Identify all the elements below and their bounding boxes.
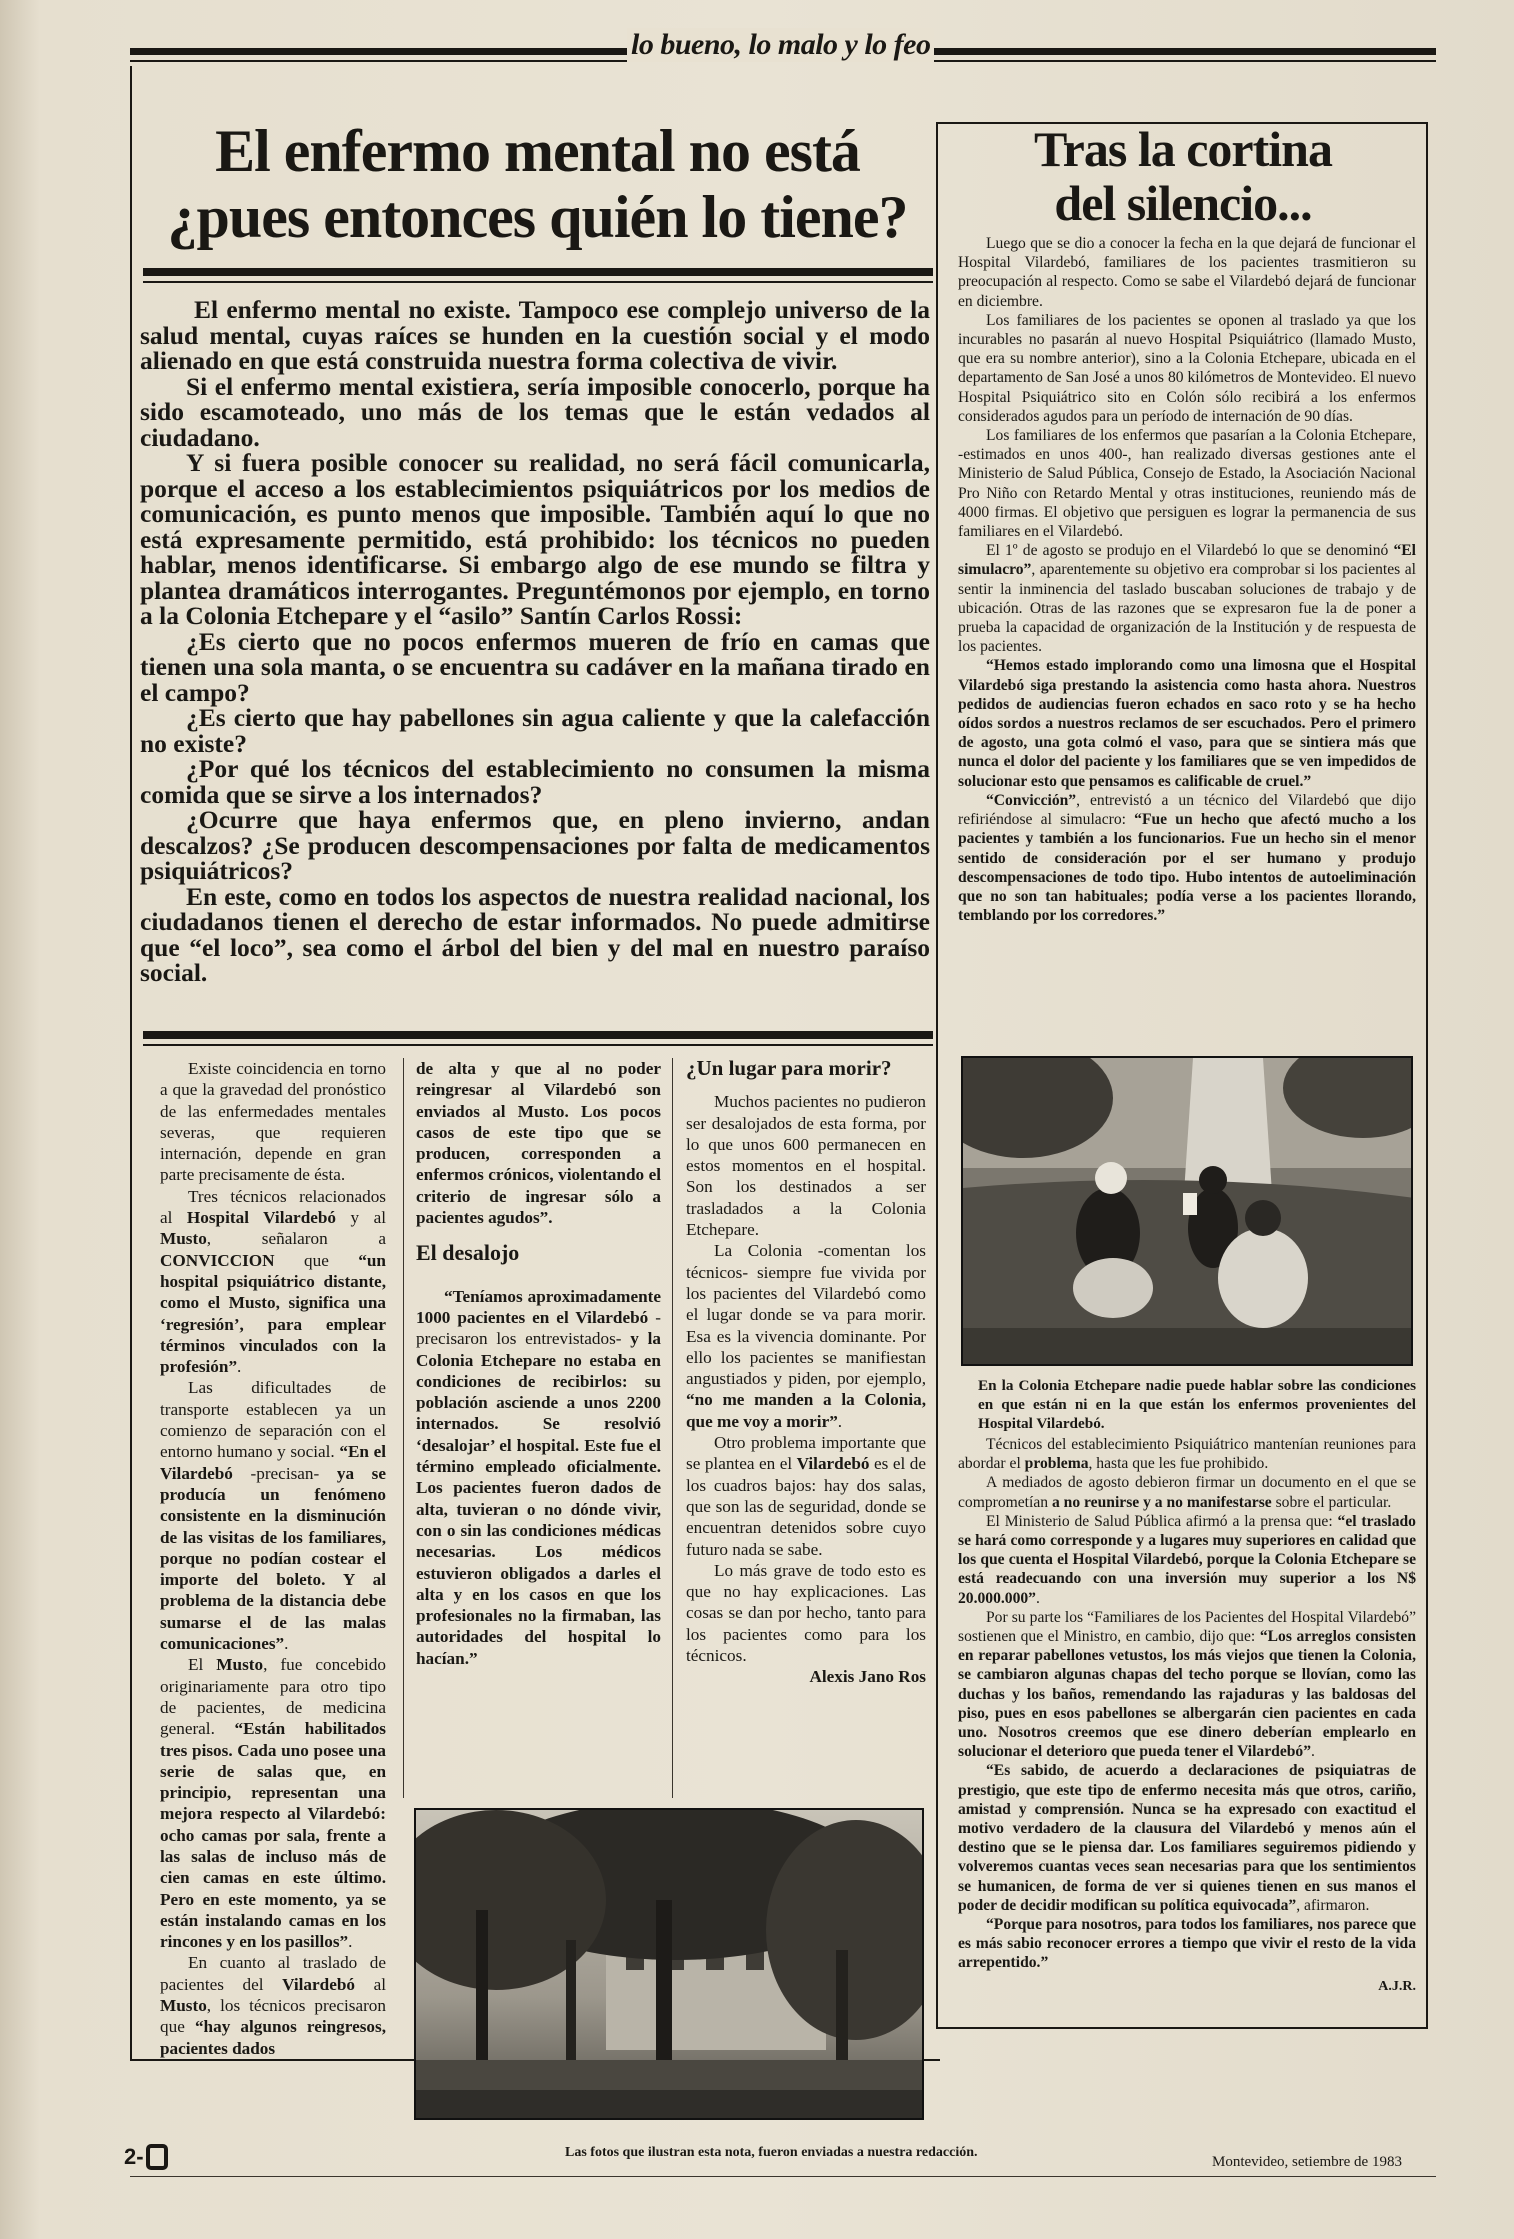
col1-paragraph: El Musto, fue concebido originariamente para otro tipo de pacientes, de medicina general. “Están habilitados tres pisos. Cada uno posee una serie de salas que, en principio, representan una mejora respecto al Vilardebó: ocho camas por sala, frente a las salas de incluso más de cien camas en este último. Pero en este momento, ya se están instalando camas en los rincones y en los pasillos”. [160,1655,386,1952]
lead-paragraph: En este, como en todos los aspectos de nuestra realidad nacional, los ciudadanos tienen el derecho de estar informados. No puede admitirse que “el loco”, sea como el árbol del bien y del mal en nuestro paraíso social. [140,881,930,987]
sidebar-paragraph: “Hemos estado implorando como una limosna que el Hospital Vilardebó siga prestando la asistencia como hasta ahora. Nuestros pedidos de audiencias fueron echados en saco roto y se ha hecho oídos sordos a nuestros reclamos de ser escuchados. Pero el primero de agosto, una gota colmó el vaso, para que se sintiera más que nunca el dolor del paciente y los familiares que se ven impedidos de solucionar esto que pensamos es calificable de cruel.” [958,657,1416,790]
lead-paragraph: ¿Es cierto que hay pabellones sin agua caliente y que la calefacción no existe? [140,703,930,758]
lead-rule [143,1031,933,1039]
lead-rule-thin [143,1044,933,1046]
lead-text [140,297,930,986]
column-1 [160,1058,386,2059]
sidebar-headline-line2: del silencio... [1054,175,1312,231]
sidebar-paragraph: “Es sabido, de acuerdo a declaraciones de psiquiatras de prestigio, que este tipo de enfermo necesita más que otros, cariño, amistad y comprensión. Nunca se ha expresado con exactitud el motivo verdadero de la clausura del Vilardebó y menos aún el destino que se le piensa dar. Los familiares seguiremos pidiendo y volveremos cuantas veces sean necesarias para que los sentimientos se humanicen, de forma de ver si quienes tienen en sus manos el poder de decidir modifican su política equivocada”, afirmaron. [958,1762,1416,1914]
sidebar-text-top [958,234,1416,925]
author-signature: Alexis Jano Ros [809,1667,926,1687]
col1-paragraph: Tres técnicos relacionados al Hospital Vilardebó y al Musto, señalaron a CONVICCION que “un hospital psiquiátrico distante, como el Musto, significa una ‘regresión’, para emplear términos vinculados con la profesión”. [160,1186,386,1377]
column-divider [672,1058,673,1798]
subheading-lugar-para-morir: ¿Un lugar para morir? [686,1056,892,1080]
sidebar-paragraph: El Ministerio de Salud Pública afirmó a la prensa que: “el traslado se hará como corresponde y a lugares muy superiores en calidad que los que cuenta el Hospital Vilardebó, porque la Colonia Etchepare se está readecuando con una inversión muy superior a los N$ 20.000.000”. [958,1512,1416,1607]
sidebar-paragraph: A mediados de agosto debieron firmar un documento en el que se comprometían a no reunirse y a no manifestarse sobre el particular. [958,1474,1416,1511]
photo-hospital-grounds-image [416,1810,924,2120]
sidebar-paragraph: Los familiares de los pacientes se oponen al traslado ya que los incurables no pasarán al nuevo Hospital Psiquiátrico (llamado Musto, que era su nombre anterior), sino a la Colonia Etchepare, ubicada en el departamento de San José a unos 80 kilómetros de Montevideo. El nuevo Hospital Psiquiátrico sito en Colón sólo recibirá a los enfermos considerados agudos para un período de internación de 90 días. [958,311,1416,425]
lead-paragraph: El enfermo mental no existe. Tampoco ese complejo universo de la salud mental, cuyas raíces se hunden en la cuestión social y el modo alienado en que está construida nuestra forma colectiva de vivir. [140,295,930,375]
sidebar-text-bottom [958,1435,1416,1996]
col3-paragraph: Otro problema importante que se plantea en el Vilardebó es el de los cuadros bajos: hay dos salas, que son las de seguridad, donde se encuentran detenidos sobre cuyo futuro nada se sabe. [686,1433,926,1559]
photo-patients-colonia [961,1056,1413,1366]
headline-rule [143,268,933,276]
headline-rule-thin [143,281,933,283]
sidebar-paragraph: Por su parte los “Familiares de los Pacientes del Hospital Vilardebó” sostienen que el Ministro, en cambio, dijo que: “Los arreglos consisten en reparar pabellones vetustos, los más viejos que tienen la Colonia, se cambiaron algunas chapas del techo porque se llovían, como las duchas y los baños, remendando las rajaduras y las baldosas del piso, pues en esos pabellones se albergarán cien pacientes en cada uno. Nosotros creemos que ese dinero deberían emplearlo en solucionar el deterioro que pueda tener el Vilardebó”. [958,1608,1417,1761]
photo-hospital-grounds [414,1808,924,2120]
col1-paragraph: Las dificultades de transporte establecen ya un comienzo de separación con el entorno humano y social. “En el Vilardebó -precisan- ya se producía un fenómeno consistente en la disminución de las visitas de los familiares, porque no podían costear el importe del boleto. Y al problema de la distancia debe sumarse el de las malas comunicaciones”. [160,1378,386,1654]
logo-c-icon [146,2144,168,2170]
dateline: Montevideo, setiembre de 1983 [1212,2154,1402,2170]
sidebar-paragraph: Técnicos del establecimiento Psiquiátrico mantenían reuniones para abordar el problema, hasta que les fue prohibido. [958,1436,1416,1473]
sidebar-headline [950,122,1416,230]
sidebar-signature: A.J.R. [1378,1978,1416,1994]
section-kicker: lo bueno, lo malo y lo feo [627,28,934,62]
subheading-desalojo: El desalojo [416,1240,520,1266]
column-divider [403,1058,404,1798]
sidebar-headline-line1: Tras la cortina [1034,121,1332,177]
col1-paragraph: Existe coincidencia en torno a que la gravedad del pronóstico de las enfermedades mentales severas, que requieren internación, depende en gran parte precisamente de ésta. [160,1059,386,1185]
lead-paragraph: ¿Ocurre que haya enfermos que, en pleno invierno, andan descalzos? ¿Se producen descompensaciones por falta de medicamentos psiquiátricos? [140,805,930,885]
lead-paragraph: Y si fuera posible conocer su realidad, no será fácil comunicarla, porque el acceso a los establecimientos psiquiátricos por los medios de comunicación, es punto menos que imposible. También aquí lo que no está expresamente permitido, está prohibido: los técnicos no pueden hablar, menos identificarse. Si embargo algo de ese mundo se filtra y plantea dramáticos interrogantes. Preguntémonos por ejemplo, en torno a la Colonia Etchepare y el “asilo” Santín Carlos Rossi: [140,448,930,630]
col3-paragraph: Muchos pacientes no pudieron ser desalojados de esta forma, por lo que unos 600 permanecen en estos momentos en el hospital. Son los destinados a ser trasladados a la Colonia Etchepare. [686,1092,926,1240]
column-2 [416,1058,661,1669]
col3-paragraph: La Colonia -comentan los técnicos- siempre fue vivida por los pacientes del Vilardebó como el lugar donde se va para morir. Esa es la vivencia dominante. Por ello los pacientes se manifiestan angustiados y piden, por ejemplo, “no me manden a la Colonia, que me voy a morir”. [686,1241,926,1431]
sidebar-paragraph: El 1º de agosto se produjo en el Vilardebó lo que se denominó “El simulacro”, aparentemente su objetivo era comprobar si los pacientes al sentir la inminencia del taslado buscaban soluciones de trabajo y de ubicación. Otras de las razones que se expresaron fue la de poner a prueba la capacidad de organización de la Institución y de respuesta de los pacientes. [958,542,1416,656]
col3-paragraph: Lo más grave de todo esto es que no hay explicaciones. Las cosas se dan por hecho, tanto para los pacientes como para los técnicos. [686,1560,926,1666]
photo-caption: En la Colonia Etchepare nadie puede hablar sobre las condiciones en que están ni en la que están los enfermos provenientes del Hospital Vilardebó. [978,1377,1416,1432]
page-number-text: 2- [124,2144,144,2169]
main-headline-line2: ¿pues entonces quién lo tiene? [167,184,908,250]
main-headline [140,118,935,250]
sidebar-paragraph: “Convicción”, entrevistó a un técnico del Vilardebó que dijo refiriéndose al simulacro: “Fue un hecho que afectó mucho a los pacientes y también a los funcionarios. Fue un hecho sin el menor sentido de consideración por el ser humano y produjo descompensaciones de todo tipo. Hubo intentos de autoeliminación que no son tan habituales; podía verse a los pacientes llorando, temblando por los corredores.” [958,791,1416,925]
sidebar-paragraph: Los familiares de los enfermos que pasarían a la Colonia Etchepare, -estimados en unos 400-, han realizado diversas gestiones ante el Ministerio de Salud Pública, Consejo de Estado, la Asociación Nacional Pro Niño con Retardo Mental y otras instituciones, reuniendo más de 4000 firmas. El objetivo que persiguen es lograr la permanencia de sus familiares en el Vilardebó. [958,427,1416,541]
photo-patients-colonia-image [963,1058,1413,1366]
page-number [124,2144,168,2170]
footer-rule [130,2176,1436,2177]
photo-credit: Las fotos que ilustran esta nota, fueron enviadas a nuestra redacción. [565,2145,978,2160]
lead-paragraph: Si el enfermo mental existiera, sería imposible conocerlo, porque ha sido escamoteado, uno más de los temas que le están vedados al ciudadano. [140,371,930,452]
sidebar-paragraph: “Porque para nosotros, para todos los familiares, nos parece que es más sabio reconocer errores a tiempo que vivir el resto de la vida arrepentido.” [958,1916,1416,1972]
col2-paragraph: “Teníamos aproximadamente 1000 pacientes en el Vilardebó -precisaron los entrevistados- y la Colonia Etchepare no estaba en condiciones de recibirlos: su población asciende a unos 2200 internados. Se resolvió ‘desalojar’ el hospital. Este fue el término empleado oficialmente. Los pacientes fueron dados de alta, tuvieran o no dónde vivir, con o sin las condiciones médicas necesarias. Los médicos estuvieron obligados a darles el alta y en los casos en que los profesionales no la firmaban, las autoridades del hospital lo hacían.” [416,1286,661,1668]
col1-paragraph: En cuanto al traslado de pacientes del Vilardebó al Musto, los técnicos precisaron que “hay algunos reingresos, pacientes dados [160,1953,386,2058]
column-3 [686,1058,926,1688]
sidebar-paragraph: Luego que se dio a conocer la fecha en la que dejará de funcionar el Hospital Vilardebó, familiares de los pacientes trasmitieron su preocupación al respecto. Como se sabe el Vilardebó dejará de funcionar en diciembre. [958,235,1416,310]
main-headline-line1: El enfermo mental no está [215,118,860,184]
lead-paragraph: ¿Por qué los técnicos del establecimiento no consumen la misma comida que se sirve a los internados? [140,754,930,809]
lead-paragraph: ¿Es cierto que no pocos enfermos mueren de frío en camas que tienen una sola manta, o se encuentra su cadáver en la mañana tirado en el campo? [140,626,930,707]
col2-paragraph: de alta y que al no poder reingresar al Vilardebó son enviados al Musto. Los pocos casos de este tipo que se producen, corresponden a enfermos crónicos, violentando el criterio de ingresar sólo a pacientes agudos”. [416,1059,661,1228]
